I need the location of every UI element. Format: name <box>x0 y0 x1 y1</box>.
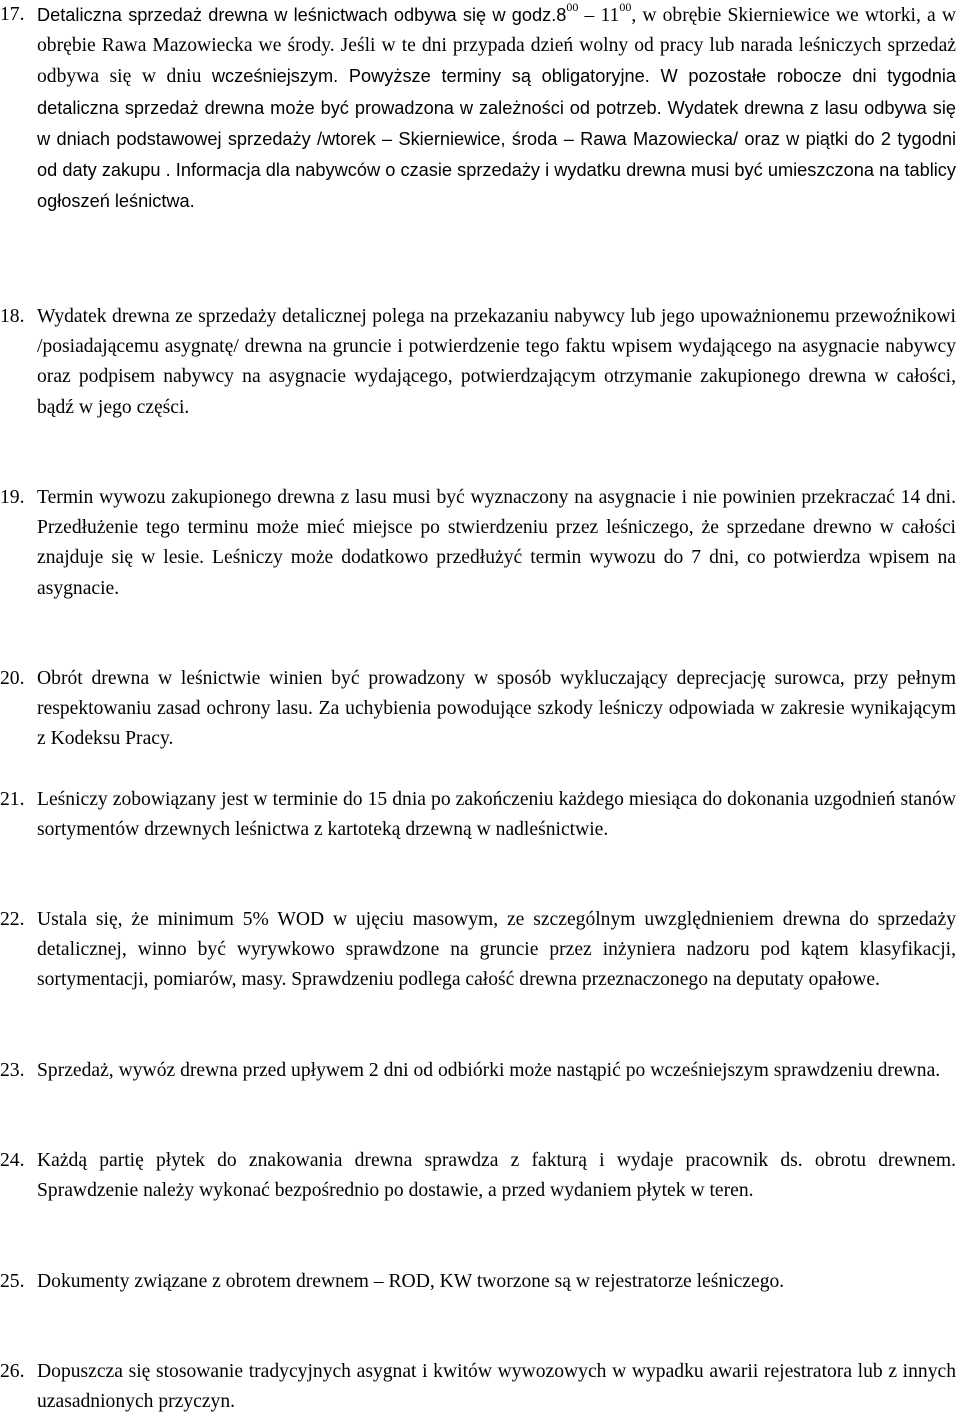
text-segment: Detaliczna sprzedaż drewna w leśnictwach odbywa się w godz.8 <box>37 5 567 25</box>
text-segment: – 11 <box>578 5 620 26</box>
list-item-23 <box>0 1056 956 1086</box>
item-text: Dopuszcza się stosowanie tradycyjnych asygnat i kwitów wywozowych w wypadku awarii rejestratora lub z innych uzasadnionych przyczyn. <box>37 1361 956 1413</box>
list-item-20 <box>0 664 956 755</box>
item-number: 24. <box>0 1150 25 1171</box>
item-text: Sprzedaż, wywóz drewna przed upływem 2 dni od odbiórki może nastąpić po wcześniejszym sprawdzeniu drewna. <box>37 1060 941 1081</box>
item-number: 22. <box>0 909 25 930</box>
list-item-22 <box>0 905 956 996</box>
item-text <box>37 0 956 217</box>
superscript: 00 <box>566 0 579 15</box>
list-item-21 <box>0 785 956 845</box>
list-item-26 <box>0 1357 956 1417</box>
list-item-19 <box>0 483 956 604</box>
item-text: Leśniczy zobowiązany jest w terminie do 15 dnia po zakończeniu każdego miesiąca do dokonania uzgodnień stanów sortymentów drzewnych leśnictwa z kartoteką drzewną w nadleśnictwie. <box>37 789 956 841</box>
item-number: 19. <box>0 487 25 508</box>
text-segment: wcześniejszym. Powyższe terminy są obligatoryjne. W pozostałe robocze dni tygodnia detaliczna sprzedaż drewna może być prowadzona w zależności od potrzeb. Wydatek drewna z lasu odbywa się w dniach podstawowej sprzedaży /wtorek – Skierniewice, środa – Rawa Mazowiecka/ oraz w piątki do 2 tygodni od daty zakupu . Informacja dla nabywców o czasie sprzedaży i wydatku drewna musi być umieszczona na tablicy ogłoszeń leśnictwa. <box>37 66 956 212</box>
item-text: Każdą partię płytek do znakowania drewna sprawdza z fakturą i wydaje pracownik ds. obrotu drewnem. Sprawdzenie należy wykonać bezpośrednio po dostawie, a przed wydaniem płytek w teren. <box>37 1150 956 1202</box>
list-item-25 <box>0 1267 956 1297</box>
text-segment: , w obrębie Skierniewice we wtorki, a w obrębie Rawa Mazowiecka we środy. Jeśli w te dni przypada dzień wolny od pracy lub narada leśniczych sprzedaż odbywa się w dniu <box>37 5 956 88</box>
item-number: 17. <box>0 4 25 25</box>
superscript: 00 <box>619 0 632 15</box>
item-text: Wydatek drewna ze sprzedaży detalicznej polega na przekazaniu nabywcy lub jego upoważnionemu przewoźnikowi /posiadającemu asygnatę/ drewna na gruncie i potwierdzenie tego faktu wpisem wydającego na asygnacie nabywcy oraz podpisem nabywcy na asygnacie wydającego, potwierdzającym otrzymanie zakupionego drewna w całości, bądź w jego części. <box>37 306 956 418</box>
item-number: 20. <box>0 668 25 689</box>
item-text: Termin wywozu zakupionego drewna z lasu musi być wyznaczony na asygnacie i nie powinien przekraczać 14 dni. Przedłużenie tego terminu może mieć miejsce po stwierdzeniu przez leśniczego, że sprzedane drewno w całości znajduje się w lesie. Leśniczy może dodatkowo przedłużyć termin wywozu do 7 dni, co potwierdza wpisem na asygnacie. <box>37 487 956 599</box>
list-item-24 <box>0 1146 956 1206</box>
item-number: 18. <box>0 306 25 327</box>
item-number: 25. <box>0 1271 25 1292</box>
item-number: 23. <box>0 1060 25 1081</box>
item-text: Ustala się, że minimum 5% WOD w ujęciu masowym, ze szczególnym uwzględnieniem drewna do sprzedaży detalicznej, winno być wyrywkowo sprawdzone na gruncie przez inżyniera nadzoru pod kątem klasyfikacji, sortymentacji, pomiarów, masy. Sprawdzeniu podlega całość drewna przeznaczonego na deputaty opałowe. <box>37 909 956 991</box>
item-number: 26. <box>0 1361 25 1382</box>
item-number: 21. <box>0 789 25 810</box>
item-text: Obrót drewna w leśnictwie winien być prowadzony w sposób wykluczający deprecjację surowca, przy pełnym respektowaniu zasad ochrony lasu. Za uchybienia powodujące szkody leśniczy odpowiada w zakresie wynikającym z Kodeksu Pracy. <box>37 668 956 750</box>
item-text: Dokumenty związane z obrotem drewnem – ROD, KW tworzone są w rejestratorze leśniczego. <box>37 1271 785 1292</box>
list-item-17 <box>0 0 956 217</box>
list-item-18 <box>0 302 956 423</box>
